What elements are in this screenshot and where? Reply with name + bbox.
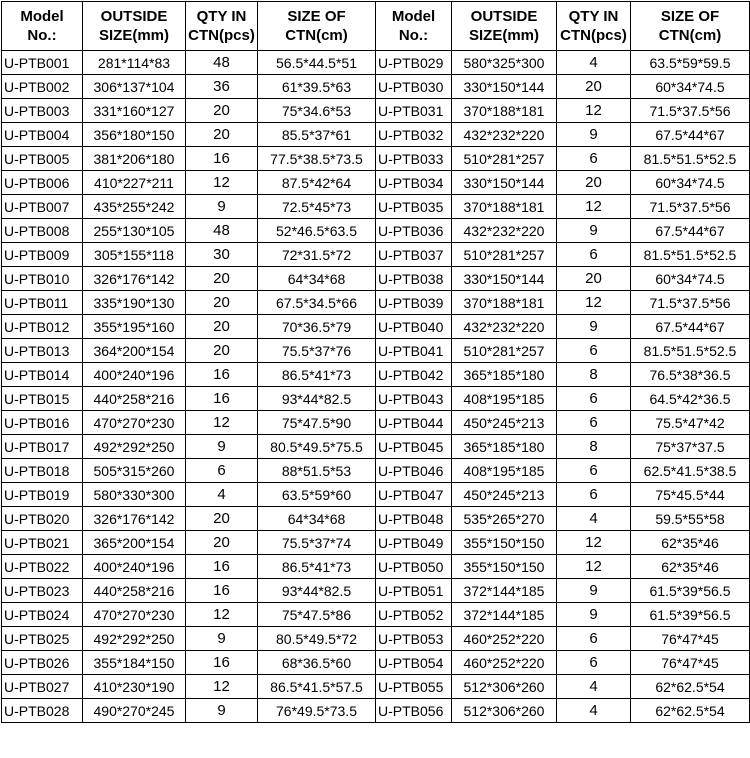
right-outside-size-cell: 372*144*185 — [452, 603, 557, 627]
right-model-cell: U-PTB032 — [376, 123, 452, 147]
right-model-cell: U-PTB038 — [376, 267, 452, 291]
left-carton-size-cell: 86.5*41*73 — [258, 363, 376, 387]
left-carton-size-cell: 93*44*82.5 — [258, 579, 376, 603]
right-carton-size-cell: 62*62.5*54 — [631, 699, 750, 723]
right-carton-size-cell: 59.5*55*58 — [631, 507, 750, 531]
right-model-cell: U-PTB044 — [376, 411, 452, 435]
right-model-cell: U-PTB043 — [376, 387, 452, 411]
table-row — [2, 51, 750, 75]
table-row — [2, 603, 750, 627]
right-model-cell: U-PTB054 — [376, 651, 452, 675]
left-qty-cell: 9 — [186, 627, 258, 651]
right-carton-size-cell: 60*34*74.5 — [631, 267, 750, 291]
right-carton-size-cell: 71.5*37.5*56 — [631, 195, 750, 219]
left-model-cell: U-PTB017 — [2, 435, 83, 459]
left-qty-cell: 16 — [186, 651, 258, 675]
table-row — [2, 459, 750, 483]
left-model-cell: U-PTB025 — [2, 627, 83, 651]
left-qty-cell: 9 — [186, 699, 258, 723]
left-model-cell: U-PTB009 — [2, 243, 83, 267]
right-outside-size-cell: 355*150*150 — [452, 531, 557, 555]
right-qty-cell: 8 — [557, 363, 631, 387]
left-carton-size-cell: 75.5*37*74 — [258, 531, 376, 555]
right-carton-size-cell: 76*47*45 — [631, 627, 750, 651]
left-carton-size-cell: 87.5*42*64 — [258, 171, 376, 195]
left-outside-size-cell: 410*227*211 — [83, 171, 186, 195]
right-carton-size-cell: 60*34*74.5 — [631, 171, 750, 195]
left-qty-cell: 4 — [186, 483, 258, 507]
left-outside-size-cell: 492*292*250 — [83, 627, 186, 651]
left-outside-size-cell: 410*230*190 — [83, 675, 186, 699]
right-carton-size-cell: 61.5*39*56.5 — [631, 603, 750, 627]
right-carton-size-cell: 62*35*46 — [631, 531, 750, 555]
left-qty-cell: 20 — [186, 339, 258, 363]
right-qty-cell: 4 — [557, 507, 631, 531]
right-outside-size-cell: 372*144*185 — [452, 579, 557, 603]
left-outside-size-cell: 470*270*230 — [83, 411, 186, 435]
right-outside-size-cell: 370*188*181 — [452, 291, 557, 315]
left-carton-size-cell: 68*36.5*60 — [258, 651, 376, 675]
product-spec-table — [1, 1, 750, 723]
table-row — [2, 675, 750, 699]
left-model-cell: U-PTB028 — [2, 699, 83, 723]
table-body — [2, 51, 750, 723]
left-carton-size-cell: 80.5*49.5*72 — [258, 627, 376, 651]
right-carton-size-cell: 81.5*51.5*52.5 — [631, 339, 750, 363]
left-model-cell: U-PTB022 — [2, 555, 83, 579]
left-outside-size-cell: 326*176*142 — [83, 507, 186, 531]
left-outside-size-cell: 255*130*105 — [83, 219, 186, 243]
table-row — [2, 387, 750, 411]
right-model-cell: U-PTB034 — [376, 171, 452, 195]
left-carton-size-cell: 52*46.5*63.5 — [258, 219, 376, 243]
left-outside-size-cell: 355*184*150 — [83, 651, 186, 675]
left-carton-size-cell: 85.5*37*61 — [258, 123, 376, 147]
right-carton-size-cell: 64.5*42*36.5 — [631, 387, 750, 411]
right-outside-size-cell: 432*232*220 — [452, 315, 557, 339]
left-outside-size-cell: 305*155*118 — [83, 243, 186, 267]
left-outside-size-cell: 281*114*83 — [83, 51, 186, 75]
right-qty-cell: 12 — [557, 291, 631, 315]
left-carton-size-cell: 70*36.5*79 — [258, 315, 376, 339]
left-model-cell: U-PTB010 — [2, 267, 83, 291]
right-outside-size-cell: 512*306*260 — [452, 675, 557, 699]
left-outside-size-cell: 435*255*242 — [83, 195, 186, 219]
left-outside-size-cell: 381*206*180 — [83, 147, 186, 171]
table-row — [2, 531, 750, 555]
left-carton-size-cell: 75.5*37*76 — [258, 339, 376, 363]
right-carton-size-cell: 75.5*47*42 — [631, 411, 750, 435]
left-qty-cell: 16 — [186, 555, 258, 579]
left-model-cell: U-PTB001 — [2, 51, 83, 75]
left-carton-size-cell: 75*47.5*86 — [258, 603, 376, 627]
left-qty-cell: 48 — [186, 51, 258, 75]
left-qty-cell: 9 — [186, 435, 258, 459]
right-model-cell: U-PTB053 — [376, 627, 452, 651]
left-outside-size-cell: 306*137*104 — [83, 75, 186, 99]
left-outside-size-cell: 364*200*154 — [83, 339, 186, 363]
right-qty-cell: 20 — [557, 171, 631, 195]
right-model-cell: U-PTB042 — [376, 363, 452, 387]
left-outside-size-cell: 492*292*250 — [83, 435, 186, 459]
right-carton-size-cell: 62.5*41.5*38.5 — [631, 459, 750, 483]
left-outside-size-cell: 356*180*150 — [83, 123, 186, 147]
right-outside-size-cell: 432*232*220 — [452, 219, 557, 243]
right-qty-cell: 12 — [557, 531, 631, 555]
table-row — [2, 699, 750, 723]
header-ctn-right: SIZE OF CTN(cm) — [631, 2, 750, 51]
left-qty-cell: 9 — [186, 195, 258, 219]
right-model-cell: U-PTB045 — [376, 435, 452, 459]
right-model-cell: U-PTB055 — [376, 675, 452, 699]
right-outside-size-cell: 330*150*144 — [452, 75, 557, 99]
left-model-cell: U-PTB021 — [2, 531, 83, 555]
left-carton-size-cell: 88*51.5*53 — [258, 459, 376, 483]
right-model-cell: U-PTB056 — [376, 699, 452, 723]
right-qty-cell: 6 — [557, 387, 631, 411]
table-row — [2, 147, 750, 171]
left-qty-cell: 16 — [186, 387, 258, 411]
right-outside-size-cell: 450*245*213 — [452, 483, 557, 507]
left-qty-cell: 20 — [186, 531, 258, 555]
left-qty-cell: 12 — [186, 171, 258, 195]
right-carton-size-cell: 71.5*37.5*56 — [631, 291, 750, 315]
left-qty-cell: 6 — [186, 459, 258, 483]
right-qty-cell: 6 — [557, 411, 631, 435]
left-outside-size-cell: 440*258*216 — [83, 579, 186, 603]
right-outside-size-cell: 432*232*220 — [452, 123, 557, 147]
table-row — [2, 291, 750, 315]
left-outside-size-cell: 490*270*245 — [83, 699, 186, 723]
left-qty-cell: 12 — [186, 675, 258, 699]
left-qty-cell: 16 — [186, 579, 258, 603]
left-carton-size-cell: 56.5*44.5*51 — [258, 51, 376, 75]
right-model-cell: U-PTB029 — [376, 51, 452, 75]
left-qty-cell: 20 — [186, 315, 258, 339]
right-outside-size-cell: 365*185*180 — [452, 363, 557, 387]
left-qty-cell: 20 — [186, 291, 258, 315]
left-model-cell: U-PTB002 — [2, 75, 83, 99]
right-carton-size-cell: 60*34*74.5 — [631, 75, 750, 99]
left-outside-size-cell: 331*160*127 — [83, 99, 186, 123]
left-carton-size-cell: 93*44*82.5 — [258, 387, 376, 411]
right-outside-size-cell: 510*281*257 — [452, 243, 557, 267]
left-carton-size-cell: 80.5*49.5*75.5 — [258, 435, 376, 459]
right-outside-size-cell: 330*150*144 — [452, 267, 557, 291]
right-qty-cell: 12 — [557, 195, 631, 219]
right-outside-size-cell: 450*245*213 — [452, 411, 557, 435]
left-qty-cell: 20 — [186, 507, 258, 531]
right-qty-cell: 9 — [557, 603, 631, 627]
right-outside-size-cell: 330*150*144 — [452, 171, 557, 195]
table-row — [2, 195, 750, 219]
left-model-cell: U-PTB023 — [2, 579, 83, 603]
header-qty-left: QTY IN CTN(pcs) — [186, 2, 258, 51]
left-carton-size-cell: 61*39.5*63 — [258, 75, 376, 99]
right-carton-size-cell: 62*35*46 — [631, 555, 750, 579]
left-qty-cell: 16 — [186, 147, 258, 171]
right-carton-size-cell: 75*37*37.5 — [631, 435, 750, 459]
right-outside-size-cell: 365*185*180 — [452, 435, 557, 459]
right-model-cell: U-PTB040 — [376, 315, 452, 339]
left-model-cell: U-PTB003 — [2, 99, 83, 123]
left-model-cell: U-PTB015 — [2, 387, 83, 411]
left-model-cell: U-PTB007 — [2, 195, 83, 219]
right-qty-cell: 12 — [557, 99, 631, 123]
left-carton-size-cell: 72*31.5*72 — [258, 243, 376, 267]
right-qty-cell: 6 — [557, 483, 631, 507]
left-qty-cell: 30 — [186, 243, 258, 267]
left-qty-cell: 20 — [186, 99, 258, 123]
table-row — [2, 123, 750, 147]
right-qty-cell: 6 — [557, 459, 631, 483]
left-model-cell: U-PTB013 — [2, 339, 83, 363]
left-qty-cell: 16 — [186, 363, 258, 387]
right-model-cell: U-PTB049 — [376, 531, 452, 555]
table-row — [2, 315, 750, 339]
right-model-cell: U-PTB033 — [376, 147, 452, 171]
right-carton-size-cell: 81.5*51.5*52.5 — [631, 147, 750, 171]
right-carton-size-cell: 71.5*37.5*56 — [631, 99, 750, 123]
right-outside-size-cell: 535*265*270 — [452, 507, 557, 531]
right-qty-cell: 9 — [557, 579, 631, 603]
right-outside-size-cell: 370*188*181 — [452, 99, 557, 123]
right-model-cell: U-PTB048 — [376, 507, 452, 531]
left-qty-cell: 48 — [186, 219, 258, 243]
right-qty-cell: 6 — [557, 651, 631, 675]
right-outside-size-cell: 460*252*220 — [452, 651, 557, 675]
right-outside-size-cell: 460*252*220 — [452, 627, 557, 651]
left-qty-cell: 12 — [186, 603, 258, 627]
right-model-cell: U-PTB035 — [376, 195, 452, 219]
right-qty-cell: 20 — [557, 267, 631, 291]
left-outside-size-cell: 440*258*216 — [83, 387, 186, 411]
right-qty-cell: 6 — [557, 339, 631, 363]
table-row — [2, 435, 750, 459]
right-model-cell: U-PTB047 — [376, 483, 452, 507]
header-row — [2, 2, 750, 51]
left-qty-cell: 12 — [186, 411, 258, 435]
table-row — [2, 579, 750, 603]
right-outside-size-cell: 408*195*185 — [452, 459, 557, 483]
right-outside-size-cell: 408*195*185 — [452, 387, 557, 411]
left-carton-size-cell: 86.5*41*73 — [258, 555, 376, 579]
table-row — [2, 411, 750, 435]
left-outside-size-cell: 400*240*196 — [83, 555, 186, 579]
right-model-cell: U-PTB031 — [376, 99, 452, 123]
left-outside-size-cell: 400*240*196 — [83, 363, 186, 387]
right-outside-size-cell: 370*188*181 — [452, 195, 557, 219]
left-model-cell: U-PTB014 — [2, 363, 83, 387]
left-outside-size-cell: 335*190*130 — [83, 291, 186, 315]
right-outside-size-cell: 512*306*260 — [452, 699, 557, 723]
right-carton-size-cell: 67.5*44*67 — [631, 315, 750, 339]
right-outside-size-cell: 355*150*150 — [452, 555, 557, 579]
left-outside-size-cell: 365*200*154 — [83, 531, 186, 555]
table-row — [2, 627, 750, 651]
left-model-cell: U-PTB016 — [2, 411, 83, 435]
left-model-cell: U-PTB026 — [2, 651, 83, 675]
left-carton-size-cell: 64*34*68 — [258, 267, 376, 291]
right-model-cell: U-PTB051 — [376, 579, 452, 603]
table-row — [2, 267, 750, 291]
left-carton-size-cell: 72.5*45*73 — [258, 195, 376, 219]
header-outside-left: OUTSIDE SIZE(mm) — [83, 2, 186, 51]
right-qty-cell: 9 — [557, 219, 631, 243]
left-model-cell: U-PTB006 — [2, 171, 83, 195]
right-qty-cell: 9 — [557, 315, 631, 339]
right-model-cell: U-PTB052 — [376, 603, 452, 627]
right-carton-size-cell: 81.5*51.5*52.5 — [631, 243, 750, 267]
left-carton-size-cell: 67.5*34.5*66 — [258, 291, 376, 315]
right-outside-size-cell: 510*281*257 — [452, 147, 557, 171]
right-qty-cell: 4 — [557, 675, 631, 699]
header-outside-right: OUTSIDE SIZE(mm) — [452, 2, 557, 51]
right-model-cell: U-PTB039 — [376, 291, 452, 315]
table-row — [2, 171, 750, 195]
right-qty-cell: 20 — [557, 75, 631, 99]
right-qty-cell: 12 — [557, 555, 631, 579]
right-model-cell: U-PTB041 — [376, 339, 452, 363]
header-model-left: Model No.: — [2, 2, 83, 51]
right-model-cell: U-PTB046 — [376, 459, 452, 483]
right-model-cell: U-PTB050 — [376, 555, 452, 579]
left-qty-cell: 20 — [186, 267, 258, 291]
right-carton-size-cell: 76*47*45 — [631, 651, 750, 675]
left-carton-size-cell: 63.5*59*60 — [258, 483, 376, 507]
right-outside-size-cell: 510*281*257 — [452, 339, 557, 363]
right-outside-size-cell: 580*325*300 — [452, 51, 557, 75]
right-qty-cell: 6 — [557, 627, 631, 651]
left-outside-size-cell: 355*195*160 — [83, 315, 186, 339]
left-qty-cell: 36 — [186, 75, 258, 99]
left-carton-size-cell: 86.5*41.5*57.5 — [258, 675, 376, 699]
left-model-cell: U-PTB019 — [2, 483, 83, 507]
table-row — [2, 219, 750, 243]
right-carton-size-cell: 76.5*38*36.5 — [631, 363, 750, 387]
left-carton-size-cell: 77.5*38.5*73.5 — [258, 147, 376, 171]
left-model-cell: U-PTB005 — [2, 147, 83, 171]
right-carton-size-cell: 61.5*39*56.5 — [631, 579, 750, 603]
left-outside-size-cell: 326*176*142 — [83, 267, 186, 291]
left-qty-cell: 20 — [186, 123, 258, 147]
table-row — [2, 99, 750, 123]
left-model-cell: U-PTB004 — [2, 123, 83, 147]
right-qty-cell: 6 — [557, 243, 631, 267]
left-carton-size-cell: 64*34*68 — [258, 507, 376, 531]
table-row — [2, 555, 750, 579]
left-model-cell: U-PTB008 — [2, 219, 83, 243]
right-qty-cell: 8 — [557, 435, 631, 459]
right-model-cell: U-PTB036 — [376, 219, 452, 243]
left-model-cell: U-PTB027 — [2, 675, 83, 699]
header-qty-right: QTY IN CTN(pcs) — [557, 2, 631, 51]
table-row — [2, 363, 750, 387]
left-model-cell: U-PTB012 — [2, 315, 83, 339]
left-outside-size-cell: 505*315*260 — [83, 459, 186, 483]
left-carton-size-cell: 75*47.5*90 — [258, 411, 376, 435]
right-carton-size-cell: 62*62.5*54 — [631, 675, 750, 699]
left-outside-size-cell: 470*270*230 — [83, 603, 186, 627]
right-qty-cell: 4 — [557, 699, 631, 723]
left-carton-size-cell: 75*34.6*53 — [258, 99, 376, 123]
table-row — [2, 75, 750, 99]
right-model-cell: U-PTB037 — [376, 243, 452, 267]
right-carton-size-cell: 75*45.5*44 — [631, 483, 750, 507]
header-model-right: Model No.: — [376, 2, 452, 51]
right-carton-size-cell: 63.5*59*59.5 — [631, 51, 750, 75]
right-carton-size-cell: 67.5*44*67 — [631, 123, 750, 147]
right-model-cell: U-PTB030 — [376, 75, 452, 99]
header-ctn-left: SIZE OF CTN(cm) — [258, 2, 376, 51]
table-row — [2, 339, 750, 363]
left-model-cell: U-PTB011 — [2, 291, 83, 315]
right-qty-cell: 4 — [557, 51, 631, 75]
table-row — [2, 483, 750, 507]
right-qty-cell: 9 — [557, 123, 631, 147]
left-model-cell: U-PTB024 — [2, 603, 83, 627]
table-row — [2, 651, 750, 675]
table-row — [2, 243, 750, 267]
right-carton-size-cell: 67.5*44*67 — [631, 219, 750, 243]
left-outside-size-cell: 580*330*300 — [83, 483, 186, 507]
left-model-cell: U-PTB018 — [2, 459, 83, 483]
table-row — [2, 507, 750, 531]
left-model-cell: U-PTB020 — [2, 507, 83, 531]
right-qty-cell: 6 — [557, 147, 631, 171]
left-carton-size-cell: 76*49.5*73.5 — [258, 699, 376, 723]
